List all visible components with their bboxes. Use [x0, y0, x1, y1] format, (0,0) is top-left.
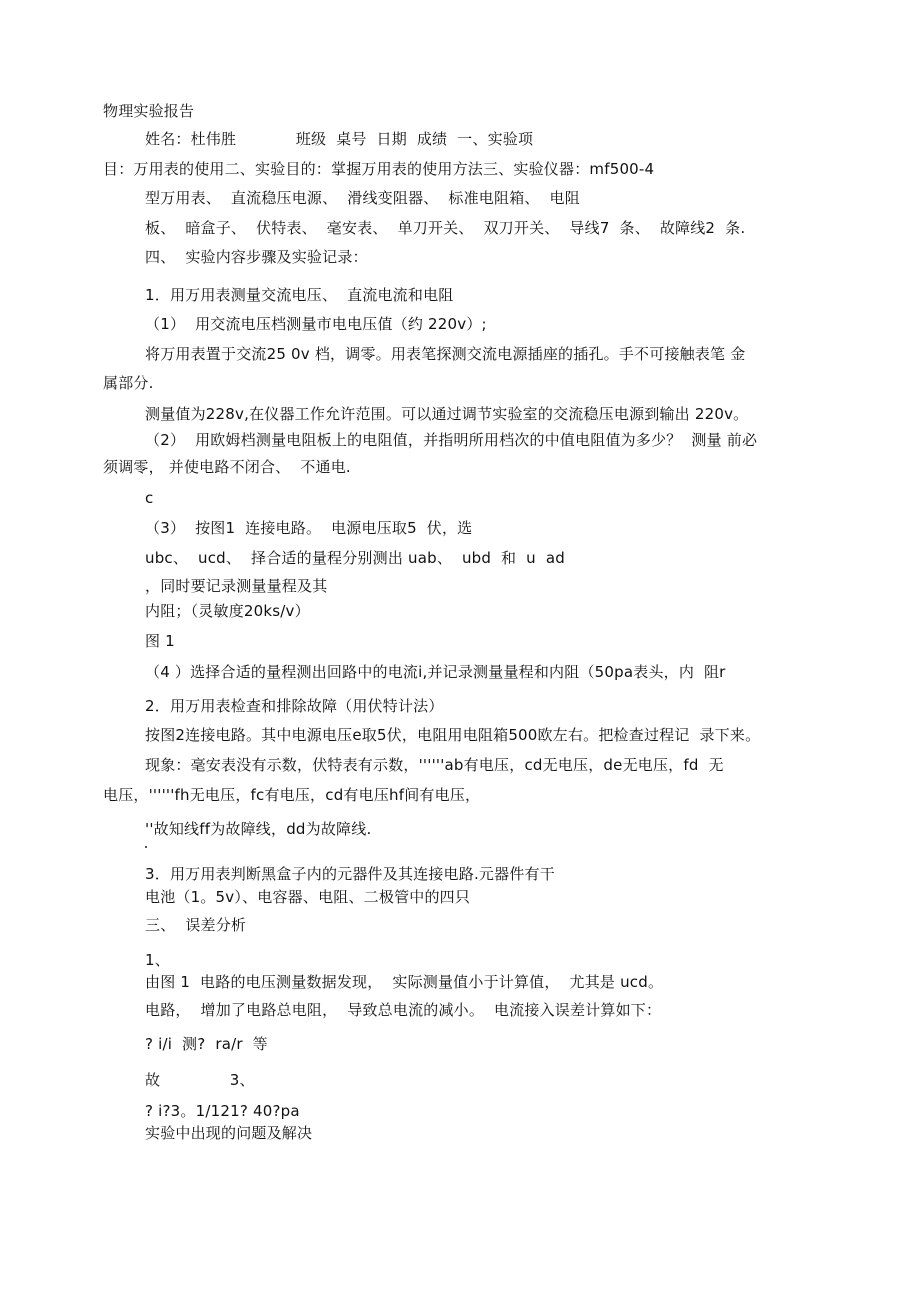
student-info-line: 姓名：杜伟胜 班级 桌号 日期 成绩 一、实验项 — [145, 130, 534, 148]
step-1-1: （1） 用交流电压档测量市电电压值（约 220v）; — [145, 315, 487, 333]
stray-letter: c — [145, 489, 154, 507]
stray-dot — [145, 846, 147, 848]
step-1-2-cont: 须调零， 并使电路不闭合、 不通电. — [103, 458, 351, 476]
section-4-heading: 四、 实验内容步骤及实验记录： — [145, 248, 368, 266]
step-1-heading: 1．用万用表测量交流电压、 直流电流和电阻 — [145, 286, 454, 304]
step-3-heading: 3．用万用表判断黑盒子内的元器件及其连接电路.元器件有干 — [145, 865, 555, 883]
step-2-phenomenon: 现象：毫安表没有示数，伏特表有示数，''''''ab有电压，cd无电压，de无电压，fd 无 — [145, 756, 724, 774]
step-1-3: （3） 按图1 连接电路。 电源电压取5 伏，选 — [145, 519, 473, 537]
step-2-phenomenon-cont: 电压，''''''fh无电压，fc有电压，cd有电压hf间有电压， — [103, 786, 481, 804]
experiment-purpose-line: 目：万用表的使用二、实验目的：掌握万用表的使用方法三、实验仪器：mf500-4 — [103, 160, 655, 178]
error-therefore: 故 3、 — [145, 1071, 255, 1089]
step-1-3-measure: ubc、 ucd、 择合适的量程分别测出 uab、 ubd 和 u ad — [145, 549, 565, 567]
step-1-1-text-cont: 属部分. — [103, 374, 154, 392]
step-2-conclusion: ''故知线ff为故障线，dd为故障线. — [145, 820, 372, 838]
error-formula-1: ? i/i 测? ra/r 等 — [145, 1035, 268, 1053]
error-analysis-text-2: 电路， 增加了电路总电阻， 导致总电流的减小。 电流接入误差计算如下： — [145, 1001, 662, 1019]
report-title: 物理实验报告 — [103, 102, 195, 120]
step-1-3-sensitivity: 内阻；（灵敏度20ks/v） — [145, 602, 310, 620]
step-1-2: （2） 用欧姆档测量电阻板上的电阻值，并指明所用档次的中值电阻值为多少？ 测量 前必 — [145, 431, 758, 449]
instrument-list-line-2: 板、 暗盒子、 伏特表、 毫安表、 单刀开关、 双刀开关、 导线7 条、 故障线2 条. — [145, 219, 746, 237]
step-1-1-measurement: 测量值为228v,在仪器工作允许范围。可以通过调节实验室的交流稳压电源到输出 220v。 — [145, 405, 749, 423]
step-1-3-record: ，同时要记录测量量程及其 — [145, 577, 328, 595]
step-1-1-text: 将万用表置于交流25 0v 档，调零。用表笔探测交流电源插座的插孔。手不可接触表笔 金 — [145, 345, 746, 363]
figure-1-label: 图 1 — [145, 632, 175, 650]
step-1-4: （4 ）选择合适的量程测出回路中的电流i,并记录测量量程和内阻（50pa表头，内 阻r — [145, 663, 726, 681]
instrument-list-line-1: 型万用表、 直流稳压电源、 滑线变阻器、 标准电阻箱、 电阻 — [145, 189, 580, 207]
error-analysis-text-1: 由图 1 电路的电压测量数据发现， 实际测量值小于计算值， 尤其是 ucd。 — [145, 973, 664, 991]
error-analysis-heading: 三、 误差分析 — [145, 916, 247, 934]
step-2-text: 按图2连接电路。其中电源电压e取5伏，电阻用电阻箱500欧左右。把检查过程记 录下来。 — [145, 726, 761, 744]
problems-heading: 实验中出现的问题及解决 — [145, 1124, 313, 1142]
step-3-cont: 电池（1。5v）、电容器、电阻、二极管中的四只 — [145, 888, 471, 906]
error-formula-2: ? i?3。1/121? 40?pa — [145, 1102, 300, 1120]
error-item-1: 1、 — [145, 951, 170, 969]
step-2-heading: 2．用万用表检查和排除故障（用伏特计法） — [145, 697, 444, 715]
